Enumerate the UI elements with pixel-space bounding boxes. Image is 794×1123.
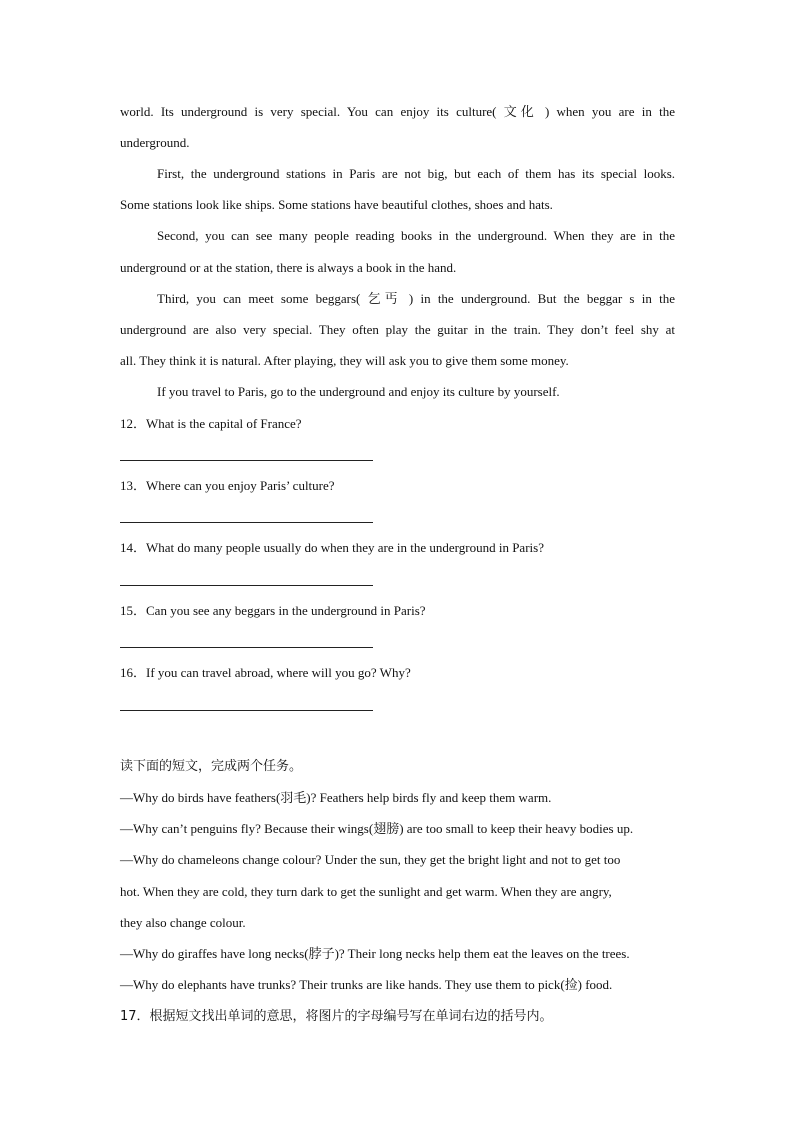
answer-line-16[interactable]: [120, 710, 373, 711]
passage-line: underground or at the station, there is always a book in the hand.: [120, 260, 457, 275]
answer-line-15[interactable]: [120, 647, 373, 648]
question-16: 16．If you can travel abroad, where will you go? Why?: [120, 665, 411, 680]
passage-line: underground are also very special. They often play the guitar in the train. They don’t feel shy at: [120, 322, 675, 337]
passage-line: If you travel to Paris, go to the underground and enjoy its culture by yourself.: [157, 384, 560, 399]
section-instruction: 读下面的短文，完成两个任务。: [120, 759, 303, 774]
passage-line: Third, you can meet some beggars( 乞丐 ) in the underground. But the beggar s in the: [157, 291, 675, 306]
question-15: 15．Can you see any beggars in the underground in Paris?: [120, 603, 426, 618]
passage-line: First, the underground stations in Paris are not big, but each of them has its special looks.: [157, 166, 675, 181]
dialogue-line: —Why can’t penguins fly? Because their wings(翅膀) are too small to keep their heavy bodies up.: [120, 821, 634, 836]
answer-line-14[interactable]: [120, 585, 373, 586]
dialogue-line: —Why do birds have feathers(羽毛)? Feathers help birds fly and keep them warm.: [120, 790, 552, 805]
dialogue-line: they also change colour.: [120, 915, 246, 930]
dialogue-line: —Why do elephants have trunks? Their trunks are like hands. They use them to pick(捡) food.: [120, 977, 613, 992]
answer-line-13[interactable]: [120, 522, 373, 523]
question-13: 13．Where can you enjoy Paris’ culture?: [120, 478, 335, 493]
dialogue-line: —Why do giraffes have long necks(脖子)? Their long necks help them eat the leaves on the trees.: [120, 946, 630, 961]
passage-line: all. They think it is natural. After playing, they will ask you to give them some money.: [120, 353, 569, 368]
question-14: 14．What do many people usually do when they are in the underground in Paris?: [120, 540, 544, 555]
passage-line: Some stations look like ships. Some stations have beautiful clothes, shoes and hats.: [120, 197, 553, 212]
answer-line-12[interactable]: [120, 460, 373, 461]
passage-line: world. Its underground is very special. You can enjoy its culture( 文化 ) when you are in the: [120, 104, 675, 119]
question-17-instruction: 17．根据短文找出单词的意思，将图片的字母编号写在单词右边的括号内。: [120, 1009, 553, 1024]
dialogue-line: —Why do chameleons change colour? Under the sun, they get the bright light and not to get too: [120, 852, 621, 867]
passage-line: Second, you can see many people reading books in the underground. When they are in the: [157, 228, 675, 243]
question-12: 12．What is the capital of France?: [120, 416, 302, 431]
passage-line: underground.: [120, 135, 190, 150]
dialogue-line: hot. When they are cold, they turn dark to get the sunlight and get warm. When they are angry,: [120, 884, 612, 899]
